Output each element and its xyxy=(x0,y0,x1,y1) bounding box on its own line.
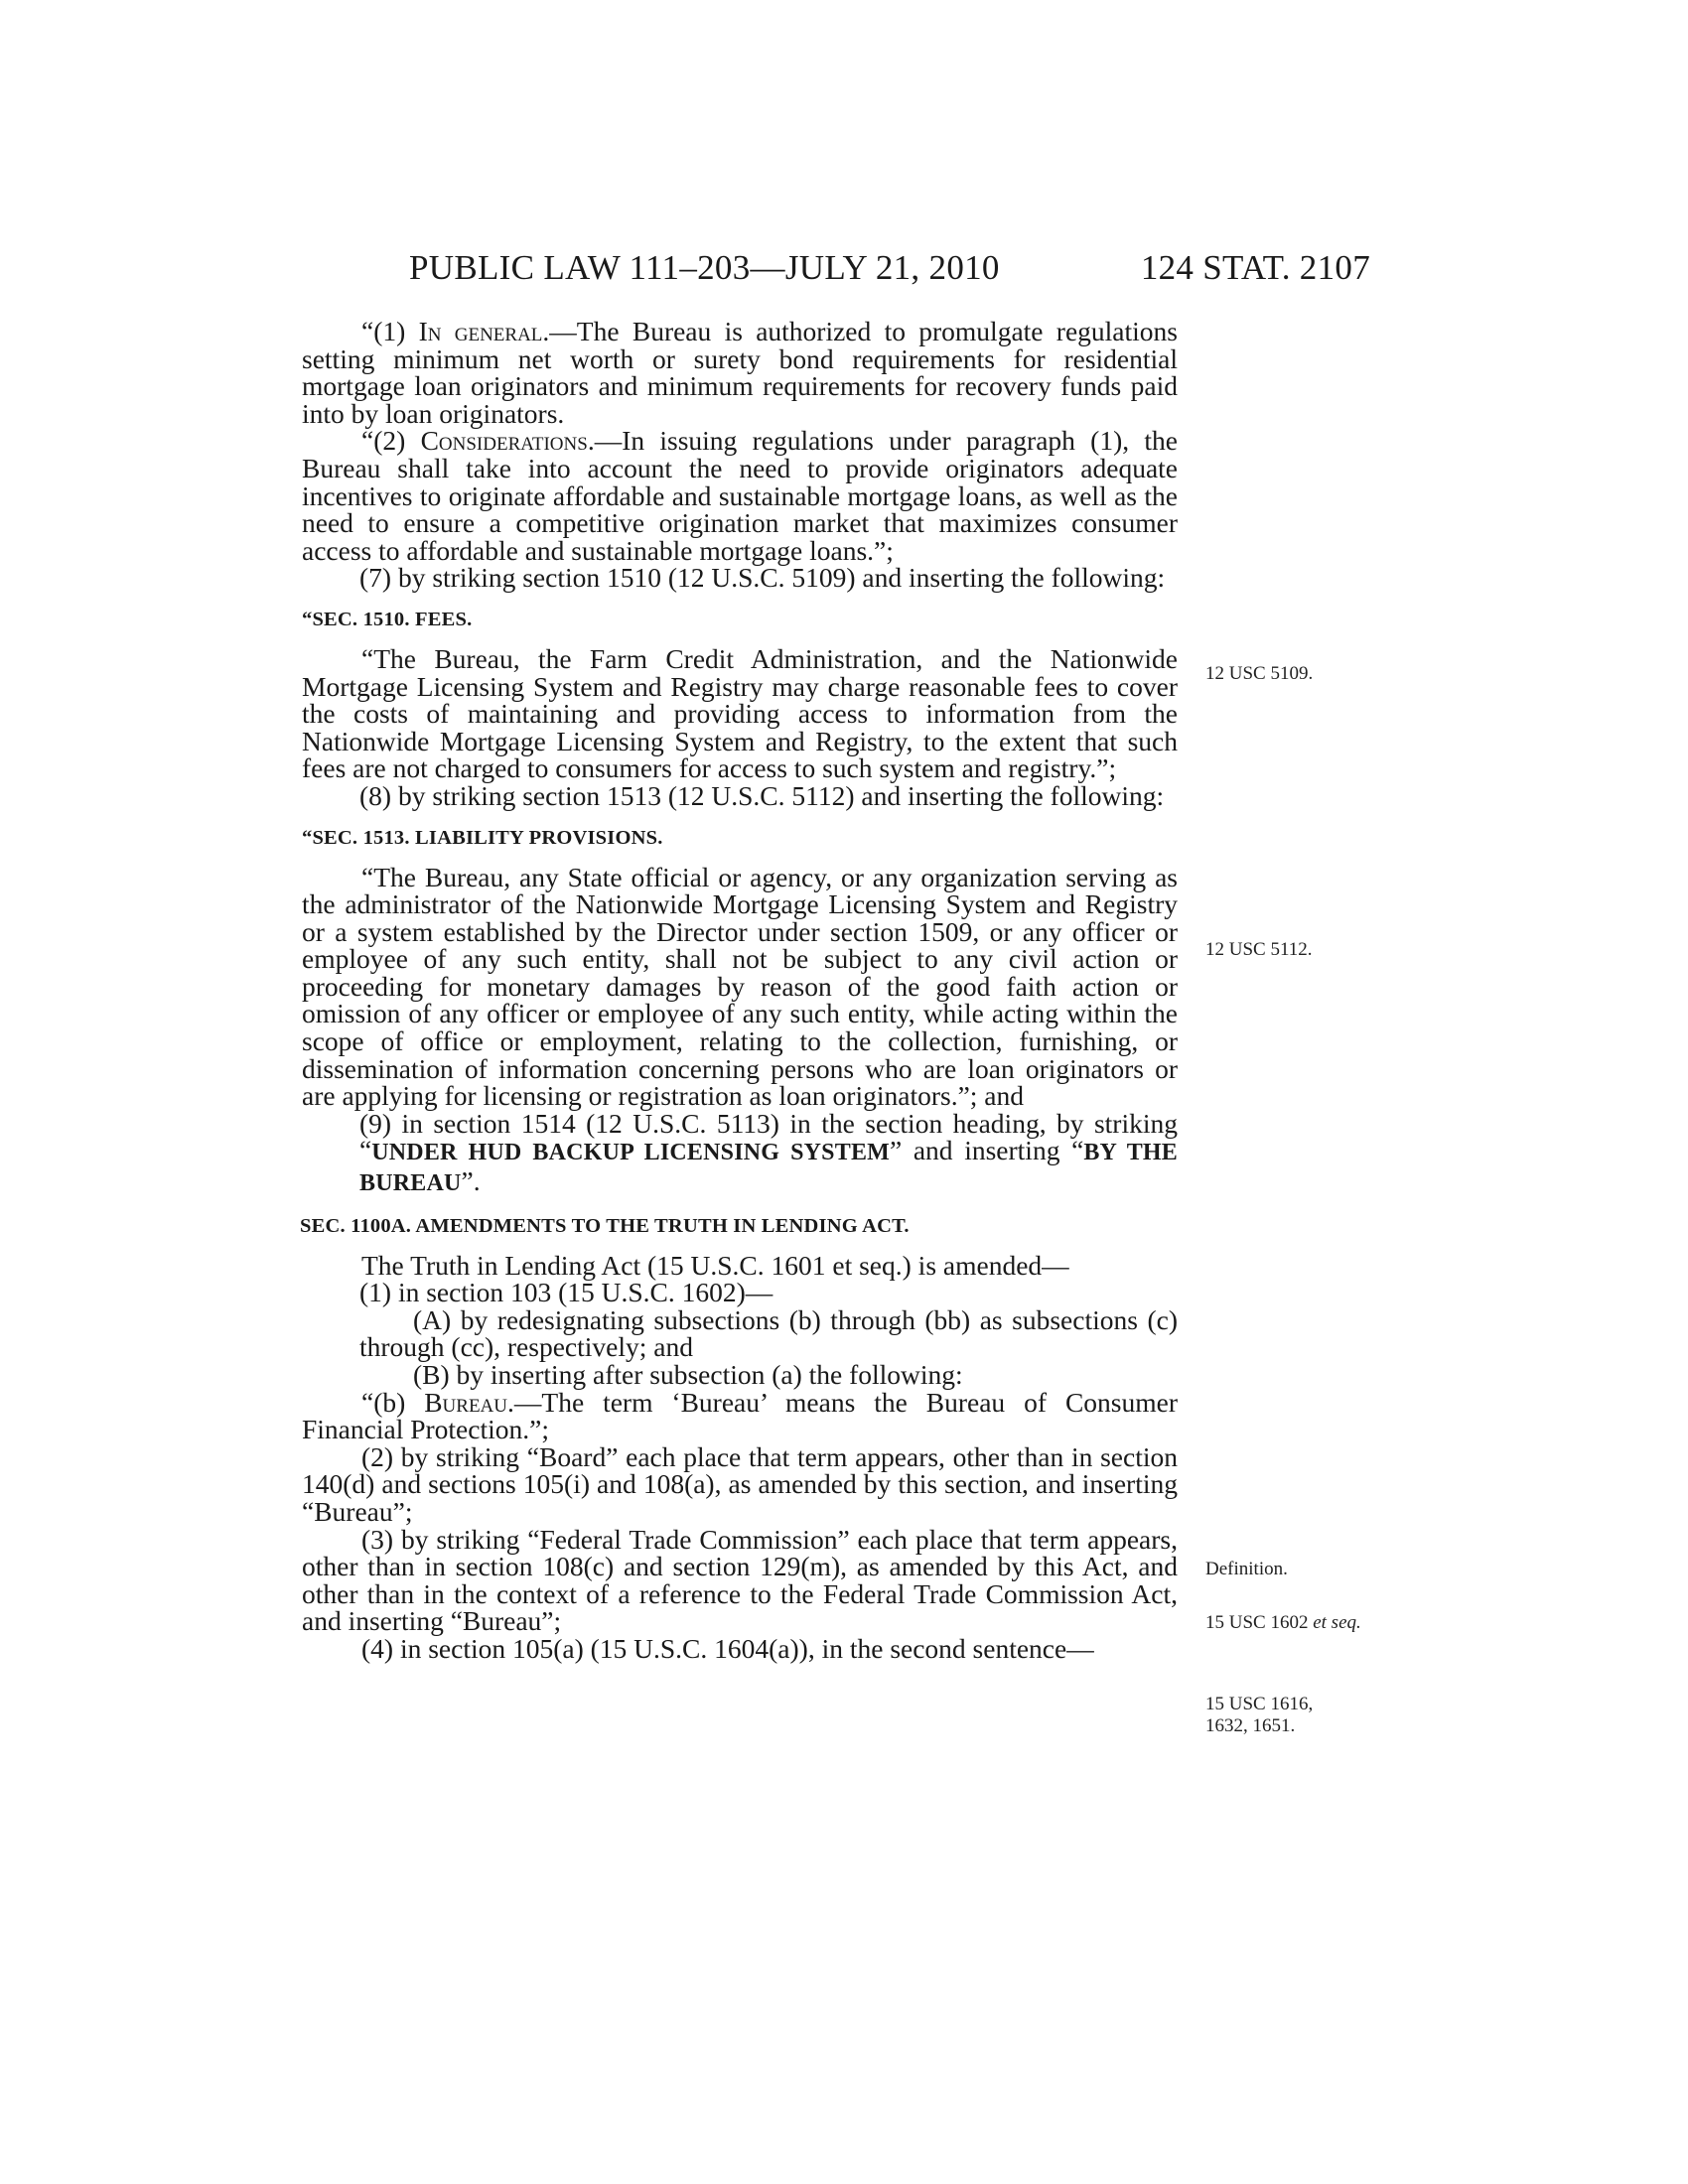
para-text: .—The Bureau is authorized to promulgate regulations setting minimum net worth or surety bond requirements for residential mortgage loan originators and minimum requirements for recovery funds paid into by loan originators. xyxy=(302,316,1178,429)
para-9-text-a: (9) in section 1514 (12 U.S.C. 5113) in the section heading, by striking “ xyxy=(359,1107,1178,1166)
para-9-text-e: ”. xyxy=(461,1165,481,1197)
para-heading: Considerations xyxy=(420,425,588,457)
def-term: Bureau xyxy=(424,1386,508,1418)
paragraph-in-general xyxy=(302,318,1178,427)
def-open: “(b) xyxy=(361,1386,425,1418)
def-text: .—The term ‘Bureau’ means the Bureau of Consumer Financial Protection.”; xyxy=(302,1386,1178,1445)
margin-note-1616 xyxy=(1205,1694,1313,1737)
para-open: “(1) xyxy=(361,316,419,346)
item-2: (2) by striking “Board” each place that term appears, other than in section 140(d) and sections 105(i) and 108(a), as amended by this section, and inserting “Bureau”; xyxy=(302,1440,1178,1527)
definition-bureau xyxy=(302,1386,1178,1445)
document-body xyxy=(302,318,1178,1663)
margin-1616-line1: 15 USC 1616, xyxy=(1205,1694,1314,1714)
margin-note-5109: 12 USC 5109. xyxy=(1205,663,1314,684)
para-open: “(2) xyxy=(361,425,421,457)
item-1: (1) in section 103 (15 U.S.C. 1602)— xyxy=(359,1277,774,1308)
header-statute-page: 124 STAT. 2107 xyxy=(1140,248,1370,287)
item-a: (A) by redesignating subsections (b) through (bb) as subsections (c) through (cc), respectively; and xyxy=(359,1303,1178,1363)
section-1513-text: “The Bureau, any State official or agency, or any organization serving as the administrator of the Nationwide Mortgage Licensing System and Registry or a system established by the Director under section 1509, or any officer or employee of any such entity, shall not be subject to any civil action or proceeding for monetary damages by reason of the good faith action or omission of any officer or employee of any such entity, while acting within the scope of office or employment, relating to the collection, furnishing, or dissemination of information concerning persons who are loan originators or are applying for licensing or registration as loan originators.”; and xyxy=(302,861,1178,1112)
margin-1602-text: 15 USC 1602 xyxy=(1205,1612,1314,1633)
header-public-law: PUBLIC LAW 111–203—JULY 21, 2010 xyxy=(409,248,1000,287)
para-9-text-c: ” and inserting “ xyxy=(890,1135,1084,1166)
margin-1602-italic: et seq. xyxy=(1313,1612,1361,1633)
margin-note-1602 xyxy=(1205,1612,1361,1634)
paragraph-considerations xyxy=(302,427,1178,564)
section-heading-1510: “SEC. 1510. FEES. xyxy=(302,608,473,630)
margin-note-definition: Definition. xyxy=(1205,1559,1288,1579)
margin-1616-line2: 1632, 1651. xyxy=(1205,1715,1296,1736)
para-text: .—In issuing regulations under paragraph (1), the Bureau shall take into account the need to provide originators adequate incentives to originate affordable and sustainable mortgage loans, as well as the need to ensure a competitive origination market that maximizes consumer access to affordable and sustainable mortgage loans.”; xyxy=(302,425,1178,566)
section-heading-1100a: SEC. 1100A. AMENDMENTS TO THE TRUTH IN LENDING ACT. xyxy=(300,1214,910,1237)
paragraph-7: (7) by striking section 1510 (12 U.S.C. 5109) and inserting the following: xyxy=(359,562,1166,594)
margin-note-5112: 12 USC 5112. xyxy=(1205,939,1313,960)
running-header xyxy=(409,248,1370,292)
para-9-struck-heading: UNDER HUD BACKUP LICENSING SYSTEM xyxy=(371,1140,890,1166)
section-1100a-intro: The Truth in Lending Act (15 U.S.C. 1601 et seq.) is amended— xyxy=(361,1249,1069,1281)
section-1510-text: “The Bureau, the Farm Credit Administration, and the Nationwide Mortgage Licensing System and Registry may charge reasonable fees to cover the costs of maintaining and providing access to information from the Nationwide Mortgage Licensing System and Registry, to the extent that such fees are not charged to consumers for access to such system and registry.”; xyxy=(302,642,1178,784)
paragraph-9 xyxy=(302,1107,1178,1198)
item-4: (4) in section 105(a) (15 U.S.C. 1604(a)), in the second sentence— xyxy=(361,1632,1094,1664)
paragraph-8: (8) by striking section 1513 (12 U.S.C. 5112) and inserting the following: xyxy=(359,779,1165,811)
para-heading: In general xyxy=(418,316,543,346)
section-heading-1513: “SEC. 1513. LIABILITY PROVISIONS. xyxy=(302,826,663,849)
para-9-inserted-heading: BY THE BUREAU xyxy=(359,1140,1178,1197)
item-3: (3) by striking “Federal Trade Commission” each place that term appears, other than in section 108(c) and section 129(m), as amended by this Act, and other than in the context of a reference to the Federal Trade Commission Act, and inserting “Bureau”; xyxy=(302,1523,1178,1637)
item-b: (B) by inserting after subsection (a) the following: xyxy=(413,1359,963,1390)
